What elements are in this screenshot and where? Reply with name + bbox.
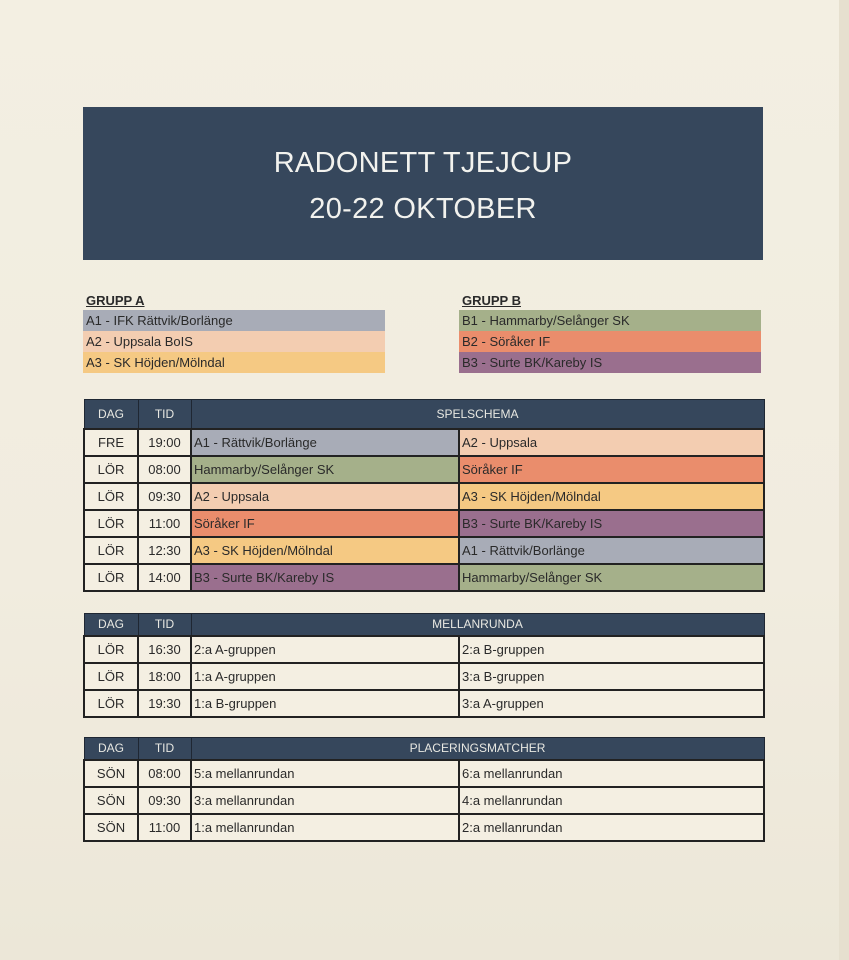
team-home-cell: A1 - Rättvik/Borlänge <box>191 429 459 456</box>
table-row <box>84 690 764 717</box>
group-b <box>459 291 761 373</box>
time-cell: 11:00 <box>138 814 191 841</box>
mellanrunda-table <box>83 613 765 718</box>
team-home-cell: B3 - Surte BK/Kareby IS <box>191 564 459 591</box>
day-cell: LÖR <box>84 510 138 537</box>
day-cell: LÖR <box>84 456 138 483</box>
col-header-time: TID <box>138 738 191 760</box>
table-row <box>84 663 764 690</box>
time-cell: 08:00 <box>138 456 191 483</box>
table-title: MELLANRUNDA <box>191 614 764 636</box>
day-cell: SÖN <box>84 760 138 787</box>
team-away-cell: Söråker IF <box>459 456 764 483</box>
table-row <box>84 787 764 814</box>
col-header-day: DAG <box>84 400 138 429</box>
placeringsmatcher-table <box>83 737 765 842</box>
team-away-cell: A3 - SK Höjden/Mölndal <box>459 483 764 510</box>
team-home-cell: 5:a mellanrundan <box>191 760 459 787</box>
team-home-cell: 1:a mellanrundan <box>191 814 459 841</box>
col-header-day: DAG <box>84 614 138 636</box>
time-cell: 14:00 <box>138 564 191 591</box>
day-cell: SÖN <box>84 814 138 841</box>
group-item-b3: B3 - Surte BK/Kareby IS <box>459 352 761 373</box>
group-a <box>83 291 385 373</box>
team-home-cell: 2:a A-gruppen <box>191 636 459 663</box>
paper-edge <box>839 0 849 960</box>
time-cell: 19:30 <box>138 690 191 717</box>
team-away-cell: 2:a mellanrundan <box>459 814 764 841</box>
team-home-cell: A3 - SK Höjden/Mölndal <box>191 537 459 564</box>
team-away-cell: 4:a mellanrundan <box>459 787 764 814</box>
team-away-cell: B3 - Surte BK/Kareby IS <box>459 510 764 537</box>
table-row <box>84 760 764 787</box>
group-item-b2: B2 - Söråker IF <box>459 331 761 352</box>
team-home-cell: 1:a A-gruppen <box>191 663 459 690</box>
table-row <box>84 483 764 510</box>
group-item-a2: A2 - Uppsala BoIS <box>83 331 385 352</box>
team-home-cell: Hammarby/Selånger SK <box>191 456 459 483</box>
day-cell: LÖR <box>84 483 138 510</box>
time-cell: 08:00 <box>138 760 191 787</box>
time-cell: 19:00 <box>138 429 191 456</box>
group-title: GRUPP A <box>86 293 145 308</box>
table-row <box>84 537 764 564</box>
group-item-b1: B1 - Hammarby/Selånger SK <box>459 310 761 331</box>
team-home-cell: A2 - Uppsala <box>191 483 459 510</box>
group-title: GRUPP B <box>462 293 521 308</box>
event-title: RADONETT TJEJCUP <box>273 147 573 179</box>
time-cell: 18:00 <box>138 663 191 690</box>
group-item-a3: A3 - SK Höjden/Mölndal <box>83 352 385 373</box>
team-home-cell: 3:a mellanrundan <box>191 787 459 814</box>
time-cell: 09:30 <box>138 483 191 510</box>
team-away-cell: 3:a A-gruppen <box>459 690 764 717</box>
table-row <box>84 564 764 591</box>
time-cell: 16:30 <box>138 636 191 663</box>
group-item-a1: A1 - IFK Rättvik/Borlänge <box>83 310 385 331</box>
team-home-cell: Söråker IF <box>191 510 459 537</box>
day-cell: LÖR <box>84 564 138 591</box>
team-home-cell: 1:a B-gruppen <box>191 690 459 717</box>
table-title: SPELSCHEMA <box>191 400 764 429</box>
team-away-cell: 6:a mellanrundan <box>459 760 764 787</box>
table-row <box>84 456 764 483</box>
day-cell: LÖR <box>84 663 138 690</box>
col-header-time: TID <box>138 614 191 636</box>
day-cell: LÖR <box>84 636 138 663</box>
time-cell: 09:30 <box>138 787 191 814</box>
day-cell: SÖN <box>84 787 138 814</box>
table-title: PLACERINGSMATCHER <box>191 738 764 760</box>
col-header-day: DAG <box>84 738 138 760</box>
time-cell: 11:00 <box>138 510 191 537</box>
table-row <box>84 636 764 663</box>
table-row <box>84 429 764 456</box>
spelschema-table <box>83 399 765 592</box>
day-cell: LÖR <box>84 537 138 564</box>
team-away-cell: 2:a B-gruppen <box>459 636 764 663</box>
table-row <box>84 814 764 841</box>
day-cell: LÖR <box>84 690 138 717</box>
team-away-cell: A1 - Rättvik/Borlänge <box>459 537 764 564</box>
title-banner <box>83 107 763 260</box>
team-away-cell: 3:a B-gruppen <box>459 663 764 690</box>
time-cell: 12:30 <box>138 537 191 564</box>
col-header-time: TID <box>138 400 191 429</box>
team-away-cell: Hammarby/Selånger SK <box>459 564 764 591</box>
team-away-cell: A2 - Uppsala <box>459 429 764 456</box>
day-cell: FRE <box>84 429 138 456</box>
table-row <box>84 510 764 537</box>
event-dates: 20-22 OKTOBER <box>309 193 537 225</box>
